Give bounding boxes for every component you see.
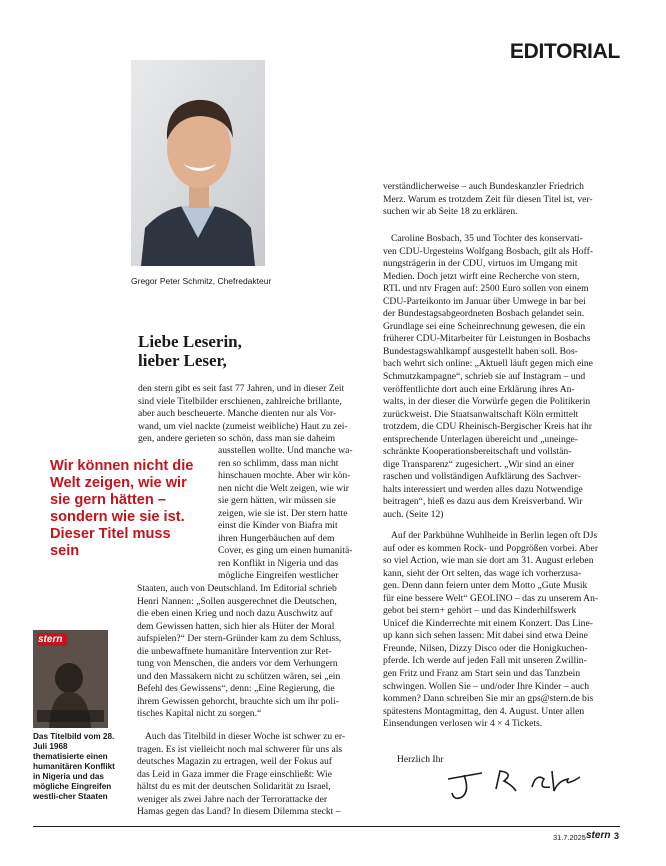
- text-line: dige Transparenz“ zugesichert. „Wir sind an einer: [383, 458, 575, 470]
- text-line: gebot bei stern+ gehört – und das Kinderhilfswerk: [383, 605, 577, 617]
- text-line: aber auch bescheuerte. Manche dienten nur als Vor-: [138, 408, 337, 420]
- text-line: tisches Kapital nicht zu sorgen.“: [137, 708, 262, 720]
- text-line: zurückweist. Die Staatsanwaltschaft Köln ermittelt: [383, 408, 579, 420]
- footer-date: 31.7.2025: [553, 833, 586, 842]
- text-line: Caroline Bosbach, 35 und Tochter des konservati-: [391, 233, 583, 244]
- text-line: Unicef die Kinderrechte mit einem Konzert. Das Line-: [383, 617, 593, 629]
- text-line: gen. Denn dann feiern unter dem Motto „Gute Musik: [383, 580, 588, 592]
- text-line: gen Fritz und Franz am Start sein und das Tanzbein: [383, 668, 581, 680]
- text-line: zeigen, wie sie ist. Der stern hatte: [218, 507, 348, 519]
- right-paragraph-1: [383, 181, 620, 219]
- text-line: den stern gibt es seit fast 77 Jahren, und in dieser Zeit: [138, 383, 345, 394]
- text-line: hältst du es mit der deutschen Solidarität zu Israel,: [137, 781, 331, 793]
- intro-paragraph-rest: [137, 583, 372, 721]
- signature: [440, 765, 590, 805]
- intro-paragraph-top: [138, 383, 372, 446]
- text-line: die eben einen Krieg und noch dazu Auschwitz auf: [137, 608, 333, 620]
- author-photo: [131, 60, 265, 266]
- text-line: deutsches Magazin zu ertragen, weil der Fokus auf: [137, 756, 333, 768]
- cover-thumbnail: [33, 630, 108, 728]
- text-line: aufspielen?“ Der stern-Gründer kam zu dem Schluss,: [137, 633, 342, 645]
- text-line: entsprechende Unterlagen übereicht und „uneinge-: [383, 433, 578, 445]
- text-line: hinschauen mochte. Aber wir kön-: [218, 470, 351, 482]
- text-line: Staaten, auch von Deutschland. Im Editorial schrieb: [137, 583, 337, 594]
- text-line: ihren Hungerbäuchen auf dem: [218, 532, 335, 544]
- text-line: veröffentlichte dort auch eine Erklärung ihres An-: [383, 383, 575, 395]
- text-line: der Bundestagsabgeordneten Bosbach gelandet sein.: [383, 308, 585, 320]
- greeting-line-2: lieber Leser,: [138, 351, 227, 370]
- text-line: wand, um viel nackte (zumeist weibliche) Haut zu zei-: [138, 420, 348, 432]
- text-line: ausstellen wollte. Und manche wa-: [218, 445, 353, 456]
- text-line: kann, sieht der Ort selten, das wage ich vorherzusa-: [383, 567, 582, 579]
- text-line: Medien. Doch jetzt wirft eine Recherche von stern,: [383, 270, 580, 282]
- closing: Herzlich Ihr: [397, 754, 444, 765]
- text-line: walts, in der dieser die Vorwürfe gegen die Politikerin: [383, 396, 591, 408]
- text-line: Henri Nannen: „Sollen ausgerechnet die Deutschen,: [137, 595, 337, 607]
- text-line: nungsträgerin in der CDU, virtuos im Umgang mit: [383, 258, 578, 270]
- right-paragraph-3: [383, 530, 620, 731]
- text-line: schränkte Kooperationsbereitschaft und vollstän-: [383, 446, 572, 458]
- section-label: EDITORIAL: [509, 40, 620, 63]
- text-line: Befehl des Gewissens“, denn: „Eine Regierung, die: [137, 683, 335, 695]
- text-line: CDU-Parteikonto im Januar über Umwege in bar bei: [383, 295, 586, 307]
- intro-paragraph-wrap: [218, 445, 372, 583]
- text-line: auch. (Seite 12): [383, 509, 444, 521]
- text-line: früherer CDU-Mitarbeiter für Leistungen in Bosbachs: [383, 333, 591, 345]
- text-line: und den Massakern nicht zu schützen wären, sei „ein: [137, 670, 341, 682]
- text-line: sind viele Titelbilder erschienen, zahlreiche brillante,: [138, 395, 342, 407]
- text-line: gen, andere gerieten so schön, dass man sie daheim: [138, 433, 336, 445]
- text-line: einst die Kinder von Biafra mit: [218, 520, 338, 532]
- text-line: Grundlage sei eine Scheinrechnung gewesen, die ein: [383, 320, 586, 332]
- text-line: Freunde, Nilsen, Dizzy Disco oder die Honigkuchen-: [383, 642, 588, 654]
- text-line: ven CDU-Urgesteins Wolfgang Bosbach, gilt als Hoff-: [383, 245, 593, 257]
- text-line: bach wehrt sich online: „Aktuell läuft gegen mich eine: [383, 358, 593, 370]
- footer-rule: [33, 826, 620, 827]
- text-line: beitragen“, hieß es dazu aus dem Kreisverband. Wir: [383, 496, 583, 508]
- text-line: pferde. Ich werde auf jeden Fall mit unseren Zwillin-: [383, 655, 587, 667]
- text-line: auf oder es kommen Rock- und Popgrößen vorbei. Aber: [383, 542, 599, 554]
- text-line: Bundestagswahlkampf ausgestellt haben soll. Bos-: [383, 345, 578, 357]
- text-line: Schmutzkampagne“, schrieb sie auf Instagram – und: [383, 371, 586, 383]
- text-line: raschen und vollständigen Aufklärung des Sachver-: [383, 471, 581, 483]
- text-line: dem Gewissen hatten, sich hier als Hüter der Moral: [137, 620, 335, 632]
- text-line: RTL und ntv Fragen auf: 2500 Euro sollen von einem: [383, 283, 589, 295]
- text-line: Auch das Titelbild in dieser Woche ist schwer zu er-: [145, 731, 346, 742]
- text-line: Einsendungen verlosen wir 4 × 4 Tickets.: [383, 718, 543, 730]
- text-line: schwingen. Wollen Sie – und/oder Ihre Kinder – auch: [383, 680, 590, 692]
- text-line: spätestens Montagmittag, den 4. August. Unter allen: [383, 705, 585, 717]
- author-caption: Gregor Peter Schmitz, Chefredakteur: [131, 276, 272, 286]
- cover-logo: stern: [38, 634, 63, 645]
- footer-brand: stern: [586, 830, 611, 841]
- text-line: ren Konflikt in Nigeria und das: [218, 557, 339, 569]
- text-line: kommen? Dann schreiben Sie mir an gps@stern.de bis: [383, 693, 594, 705]
- text-line: das Leid in Gaza immer die Frage einschließt: Wie: [137, 768, 332, 780]
- text-line: für eine bessere Welt“ GEOLINO – das zu unserem An-: [383, 592, 599, 604]
- text-line: die unbewaffnete humanitäre Intervention zur Ret-: [137, 645, 332, 657]
- page-number: 3: [614, 831, 620, 841]
- text-line: trotzdem, die CDU Rheinisch-Bergischer Kreis hat ihr: [383, 421, 592, 433]
- text-line: Merz. Warum es trotzdem Zeit für diesen Titel ist, ver-: [383, 193, 593, 205]
- right-paragraph-2: [383, 233, 620, 522]
- paragraph-gaza: [137, 731, 372, 819]
- text-line: suchen wir ab Seite 18 zu erklären.: [383, 206, 518, 218]
- cover-caption: Das Titelbild vom 28. Juli 1968 thematisierte einen humanitären Konflikt in Nigeria und das mögliche Eingreifen westli-cher Staaten: [33, 732, 115, 801]
- text-line: sie gern hätten, wir müssen sie: [218, 495, 336, 507]
- text-line: Auf der Parkbühne Wuhlheide in Berlin legen oft DJs: [391, 530, 598, 541]
- text-line: so viel Action, wie man sie dort am 31. August erleben: [383, 555, 594, 567]
- text-line: halts interessiert und werden alles dazu Notwendige: [383, 483, 583, 495]
- text-line: verständlicherweise – auch Bundeskanzler Friedrich: [383, 181, 584, 192]
- text-line: mögliche Eingreifen westlicher: [218, 570, 339, 582]
- greeting: [138, 332, 242, 370]
- text-line: Hamas gegen das Land? In diesem Dilemma steckt –: [137, 806, 341, 818]
- greeting-line-1: Liebe Leserin,: [138, 332, 242, 351]
- text-line: tung von Menschen, die anders vor dem Verhungern: [137, 658, 338, 670]
- text-line: ihrem Gewissen gehorcht, brauchte sich um ihr poli-: [137, 695, 339, 707]
- text-line: nen nicht die Welt zeigen, wie wir: [218, 482, 349, 494]
- text-line: tragen. Es ist vielleicht noch mal schwerer für uns als: [137, 743, 343, 755]
- pull-quote: Wir können nicht die Welt zeigen, wie wir sie gern hätten – sondern wie sie ist. Dieser Titel muss sein: [50, 458, 194, 559]
- text-line: Cover, es ging um einen humanitä-: [218, 545, 353, 557]
- text-line: up kann sich sehen lassen: Mit dabei sind etwa Deine: [383, 630, 588, 642]
- text-line: ren so schlimm, dass man nicht: [218, 457, 339, 469]
- text-line: weniger als zwei Jahre nach der Terrorattacke der: [137, 793, 328, 805]
